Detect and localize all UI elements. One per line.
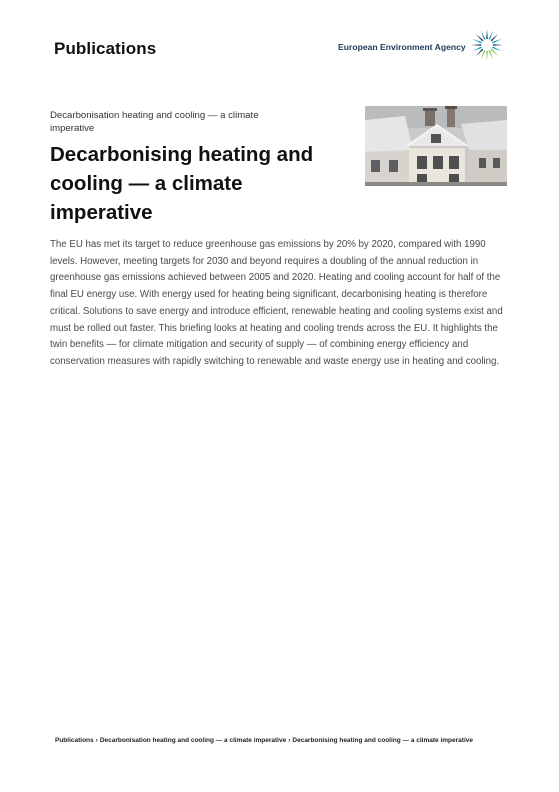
- article-summary: The EU has met its target to reduce greenhouse gas emissions by 20% by 2020, compared with 1990 levels. However, meeting targets for 2030 and beyond requires a doubling of the annual reduction in greenhouse gas emissions achieved between 2005 and 2020. Heating and cooling account for half of the final EU energy use. With energy used for heating being significant, decarbonising heating is therefore critical. Solutions to save energy and introduce efficient, renewable heating and cooling systems exist and must be rolled out faster. This briefing looks at heating and cooling trends across the EU. It highlights the twin benefits — for climate mitigation and security of supply — of combining energy efficiency and conservation measures with rapidly switching to renewable and waste energy use in heating and cooling.: [50, 239, 503, 367]
- breadcrumb-separator: ›: [288, 737, 291, 744]
- logo-ray: [492, 47, 502, 52]
- logo-ray: [493, 44, 503, 46]
- logo-ray: [489, 50, 494, 60]
- logo-ray: [472, 47, 482, 52]
- article-eyebrow: Decarbonisation heating and cooling — a climate imperative: [50, 110, 259, 134]
- logo-ray: [481, 30, 486, 40]
- agency-branding[interactable]: [338, 27, 508, 67]
- article-title: Decarbonising heating and cooling — a climate imperative: [50, 143, 314, 224]
- logo-ray: [491, 49, 499, 57]
- logo-ray: [481, 50, 486, 60]
- breadcrumb-separator: ›: [95, 737, 98, 744]
- logo-ray: [472, 39, 482, 44]
- article-thumbnail: [365, 106, 507, 186]
- section-title: Publications: [54, 39, 157, 58]
- logo-ray: [492, 39, 502, 44]
- snowy-rooftops-photo: [365, 106, 507, 186]
- agency-name: European Environment Agency: [338, 42, 466, 52]
- logo-ray: [491, 34, 499, 42]
- eea-sunburst-icon: [469, 27, 505, 63]
- breadcrumb-item-parent[interactable]: Decarbonisation heating and cooling — a climate imperative: [99, 737, 287, 744]
- logo-ray: [476, 49, 484, 57]
- logo-ray: [486, 29, 488, 39]
- breadcrumb-item-current: Decarbonising heating and cooling — a climate imperative: [292, 737, 473, 744]
- breadcrumb: [55, 737, 473, 744]
- breadcrumb-item-publications[interactable]: Publications: [55, 737, 94, 744]
- logo-ray: [471, 44, 481, 46]
- logo-ray: [489, 30, 494, 40]
- logo-ray: [486, 51, 488, 61]
- logo-ray: [476, 34, 484, 42]
